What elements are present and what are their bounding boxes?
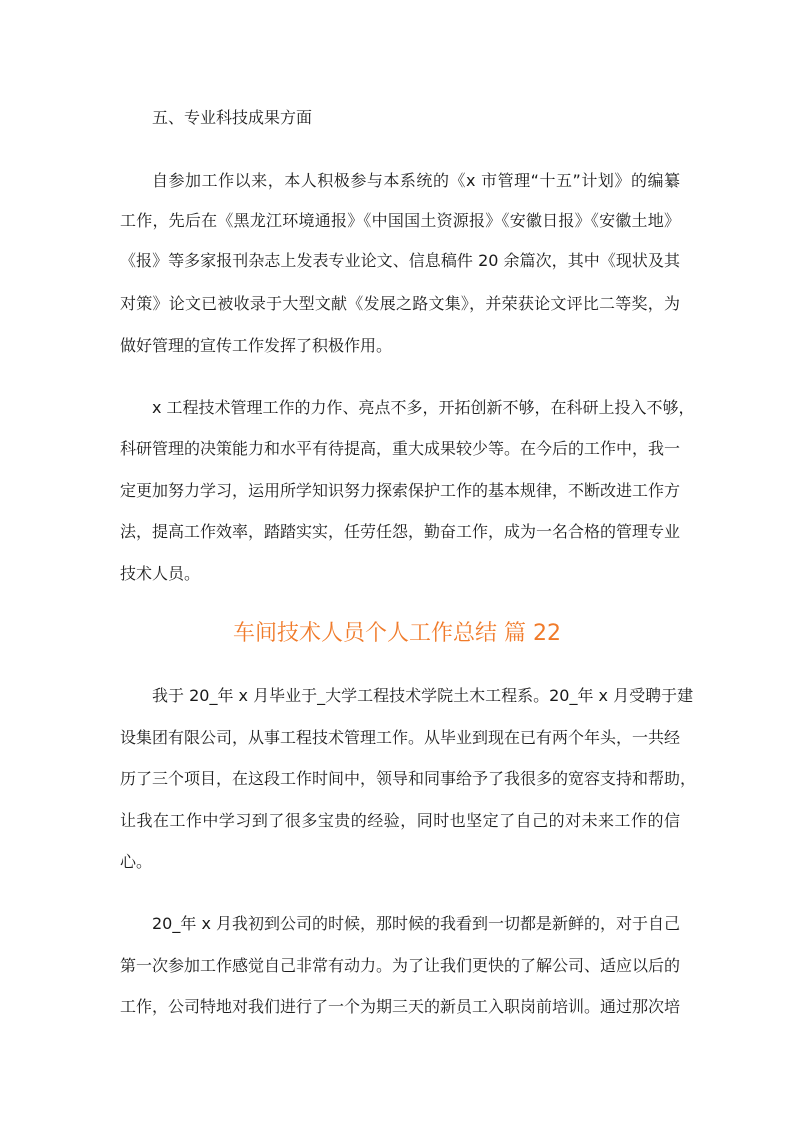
paragraph-line: 法，提高工作效率，踏踏实实，任劳任怨，勤奋工作，成为一名合格的管理专业	[120, 522, 681, 541]
paragraph-line: 科研管理的决策能力和水平有待提高，重大成果较少等。在今后的工作中，我一	[120, 439, 681, 458]
paragraph-line: 技术人员。	[120, 564, 201, 583]
paragraph-line: 我于 20_年 x 月毕业于_大学工程技术学院土木工程系。20_年 x 月受聘于建	[152, 686, 694, 705]
paragraph-line: 设集团有限公司，从事工程技术管理工作。从毕业到现在已有两个年头，一共经	[120, 728, 681, 747]
paragraph-line: 让我在工作中学习到了很多宝贵的经验，同时也坚定了自己的对未来工作的信	[120, 811, 680, 830]
paragraph-line: 对策》论文已被收录于大型文献《发展之路文集》，并荣获论文评比二等奖，为	[120, 294, 680, 313]
paragraph-line: 做好管理的宣传工作发挥了积极作用。	[120, 336, 393, 355]
section-title: 五、专业科技成果方面	[152, 108, 313, 127]
paragraph-line: 《报》等多家报刊杂志上发表专业论文、信息稿件 20 余篇次，其中《现状及其	[120, 251, 680, 270]
paragraph-line: 历了三个项目，在这段工作时间中，领导和同事给予了我很多的宽容支持和帮助，	[120, 769, 697, 788]
paragraph-line: 工作，先后在《黑龙江环境通报》《中国国土资源报》《安徽日报》《安徽土地》	[120, 211, 680, 230]
paragraph-line: 第一次参加工作感觉自己非常有动力。为了让我们更快的了解公司、适应以后的	[120, 956, 681, 975]
article-heading: 车间技术人员个人工作总结 篇 22	[233, 621, 561, 646]
paragraph-line: 心。	[120, 852, 153, 871]
paragraph-line: 定更加努力学习，运用所学知识努力探索保护工作的基本规律，不断改进工作方	[120, 481, 681, 500]
paragraph-line: 20_年 x 月我初到公司的时候，那时候的我看到一切都是新鲜的，对于自己	[152, 914, 681, 933]
paragraph-line: 自参加工作以来，本人积极参与本系统的《x 市管理“十五”计划》的编纂	[152, 171, 680, 190]
paragraph-line: 工作，公司特地对我们进行了一个为期三天的新员工入职岗前培训。通过那次培	[120, 997, 681, 1016]
paragraph-line: x 工程技术管理工作的力作、亮点不多，开拓创新不够，在科研上投入不够，	[152, 398, 695, 417]
